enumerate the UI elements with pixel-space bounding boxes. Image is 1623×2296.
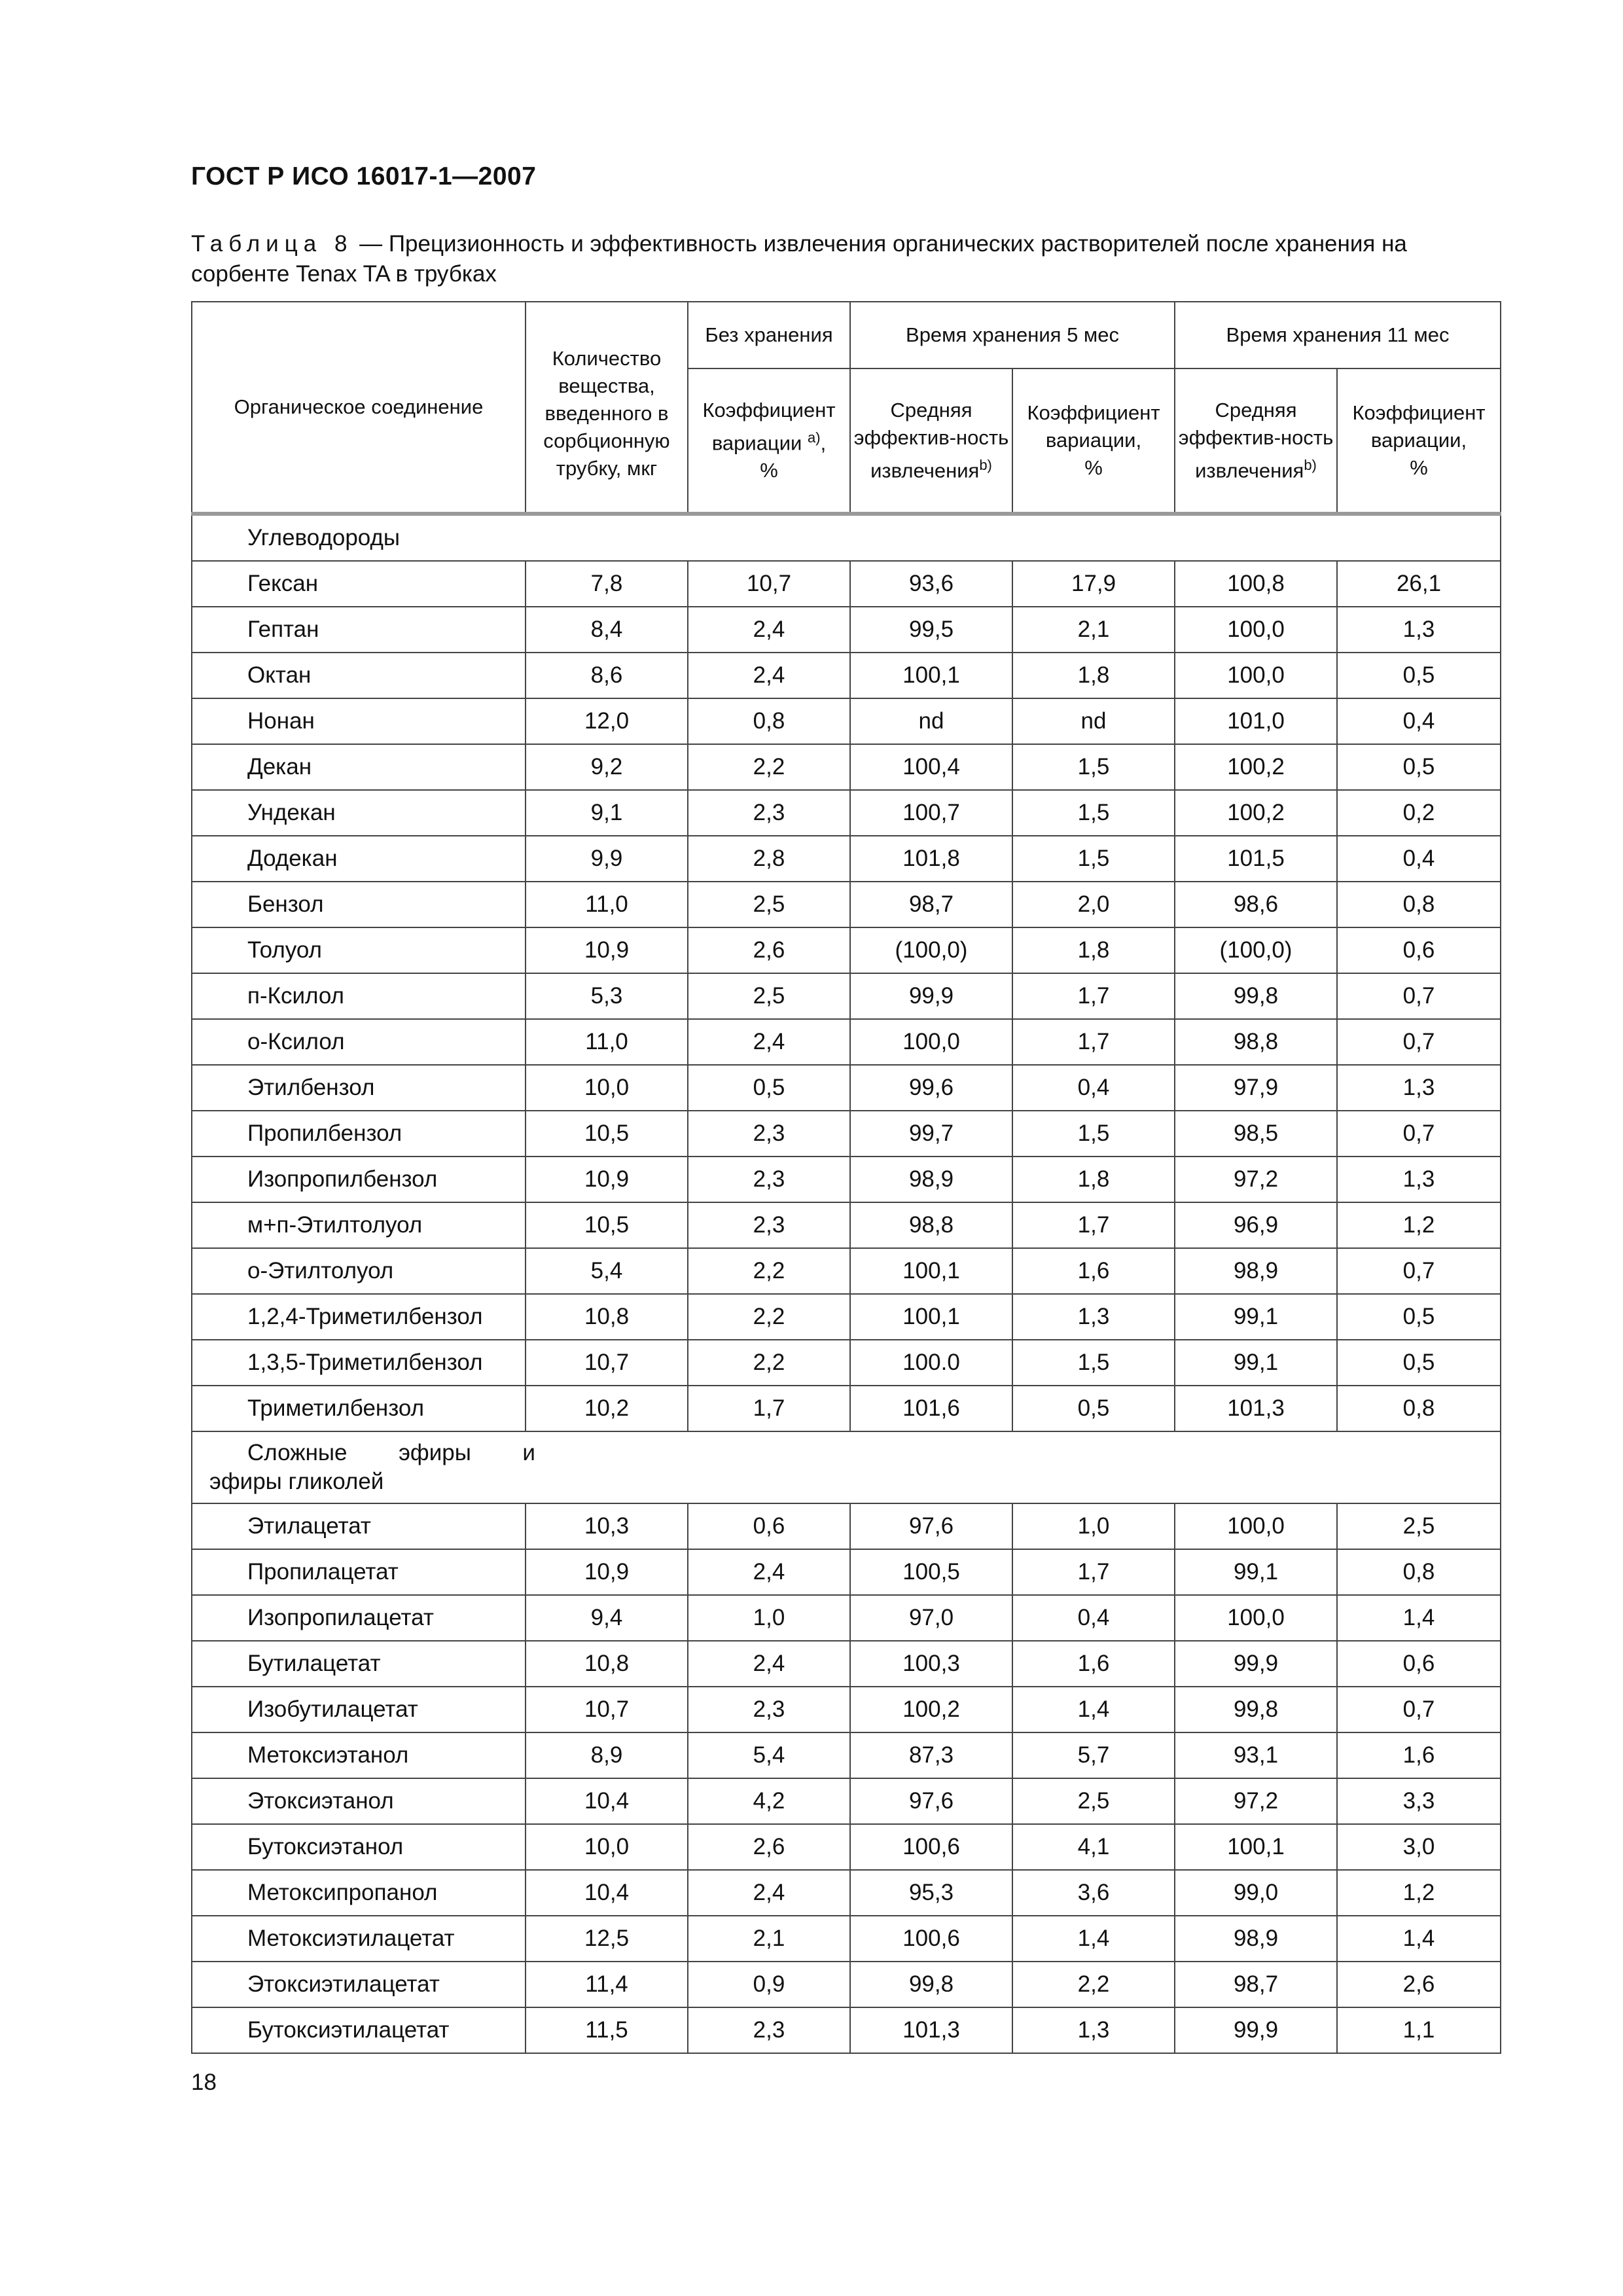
table-cell: 98,8 [1175, 1019, 1337, 1065]
group-row [192, 514, 1501, 561]
table-cell: 2,5 [688, 973, 850, 1019]
table-cell: 1,5 [1012, 1340, 1175, 1386]
table-row [192, 744, 1501, 790]
table-cell: 2,0 [1012, 882, 1175, 927]
table-cell: 2,6 [688, 927, 850, 973]
table-cell: 0,8 [1337, 1549, 1501, 1595]
table-row [192, 973, 1501, 1019]
table-cell: 1,4 [1012, 1916, 1175, 1962]
table-row [192, 653, 1501, 698]
table-row [192, 1019, 1501, 1065]
table-cell: 2,2 [1012, 1962, 1175, 2007]
compound-name: Метоксиэтанол [192, 1732, 526, 1778]
table-cell: 97,2 [1175, 1157, 1337, 1202]
table-cell: 2,3 [688, 1157, 850, 1202]
group-title-word: эфиры [399, 1440, 471, 1465]
table-cell: 100,6 [850, 1916, 1012, 1962]
header-cv-11: Коэффициент вариации, % [1337, 368, 1501, 514]
page-number: 18 [191, 2070, 217, 2095]
table-cell: 99,5 [850, 607, 1012, 653]
table-cell: 0,5 [688, 1065, 850, 1111]
table-cell: 100,2 [1175, 790, 1337, 836]
table-row [192, 1824, 1501, 1870]
table-row [192, 698, 1501, 744]
table-row [192, 1687, 1501, 1732]
table-cell: 0,5 [1337, 1340, 1501, 1386]
compound-name: Изопропилацетат [192, 1595, 526, 1641]
table-cell: 1,8 [1012, 653, 1175, 698]
compound-name: Гептан [192, 607, 526, 653]
table-cell: 100,7 [850, 790, 1012, 836]
table-caption [191, 229, 1500, 289]
table-cell: 10,5 [526, 1202, 688, 1248]
table-cell: 5,4 [526, 1248, 688, 1294]
group-title-word: и [522, 1440, 535, 1465]
table-row [192, 1248, 1501, 1294]
table-cell: 1,6 [1012, 1641, 1175, 1687]
compound-name: Толуол [192, 927, 526, 973]
header-compound: Органическое соединение [192, 302, 526, 514]
table-cell: 10,9 [526, 1157, 688, 1202]
table-cell: 1,1 [1337, 2007, 1501, 2053]
table-cell: 100,0 [1175, 1595, 1337, 1641]
table-cell: 2,1 [688, 1916, 850, 1962]
table-cell: 1,3 [1337, 1157, 1501, 1202]
table-cell: 0,6 [688, 1503, 850, 1549]
table-row [192, 1732, 1501, 1778]
compound-name: о-Ксилол [192, 1019, 526, 1065]
table-row [192, 1641, 1501, 1687]
compound-name: Декан [192, 744, 526, 790]
table-cell: 1,7 [1012, 1019, 1175, 1065]
table-row [192, 1294, 1501, 1340]
table-cell: 3,6 [1012, 1870, 1175, 1916]
table-cell: 101,0 [1175, 698, 1337, 744]
table-caption-text: — Прецизионность и эффективность извлечения органических растворителей после хранения на сорбенте Tenax TA в трубках [191, 231, 1407, 287]
table-cell: 2,3 [688, 790, 850, 836]
table-cell: 1,3 [1012, 2007, 1175, 2053]
table-cell: 5,4 [688, 1732, 850, 1778]
table-cell: 2,4 [688, 1870, 850, 1916]
table-cell: 10,7 [688, 561, 850, 607]
table-cell: 100,1 [1175, 1824, 1337, 1870]
table-cell: 12,5 [526, 1916, 688, 1962]
table-cell: 10,0 [526, 1065, 688, 1111]
table-cell: 100,3 [850, 1641, 1012, 1687]
header-amount: Количество вещества, введенного в сорбционную трубку, мкг [526, 302, 688, 514]
table-cell: 0,5 [1012, 1386, 1175, 1431]
table-cell: 100,1 [850, 653, 1012, 698]
group-title-hydrocarbons: Углеводороды [192, 514, 1501, 561]
compound-name: Изопропилбензол [192, 1157, 526, 1202]
table-cell: 1,6 [1337, 1732, 1501, 1778]
table-cell: 0,8 [1337, 882, 1501, 927]
table-cell: 99,9 [1175, 2007, 1337, 2053]
table-row [192, 1340, 1501, 1386]
compound-name: Метоксипропанол [192, 1870, 526, 1916]
table-cell: 5,3 [526, 973, 688, 1019]
table-cell: 87,3 [850, 1732, 1012, 1778]
table-cell: 100,2 [1175, 744, 1337, 790]
table-cell: nd [850, 698, 1012, 744]
table-cell: 2,8 [688, 836, 850, 882]
compound-name: Этилацетат [192, 1503, 526, 1549]
table-cell: 10,5 [526, 1111, 688, 1157]
table-cell: 0,9 [688, 1962, 850, 2007]
group-title-esters [192, 1431, 1501, 1503]
table-cell: 1,8 [1012, 927, 1175, 973]
table-cell: 2,6 [1337, 1962, 1501, 2007]
compound-name: п-Ксилол [192, 973, 526, 1019]
table-cell: 100,2 [850, 1687, 1012, 1732]
table-row [192, 561, 1501, 607]
table-cell: 1,8 [1012, 1157, 1175, 1202]
header-mean-eff-5: Средняя эффектив-ность извлечения$^{b)}$ [850, 368, 1012, 514]
table-cell: 99,9 [850, 973, 1012, 1019]
table-cell: 11,5 [526, 2007, 688, 2053]
document-header: ГОСТ Р ИСО 16017-1—2007 [191, 162, 537, 190]
table-cell: 0,4 [1012, 1595, 1175, 1641]
table-cell: 1,5 [1012, 790, 1175, 836]
table-cell: 0,8 [1337, 1386, 1501, 1431]
table-cell: 17,9 [1012, 561, 1175, 607]
table-cell: 10,9 [526, 1549, 688, 1595]
table-cell: 2,4 [688, 1641, 850, 1687]
table-row [192, 882, 1501, 927]
table-cell: 98,9 [1175, 1248, 1337, 1294]
table-row [192, 1962, 1501, 2007]
table-cell: 8,6 [526, 653, 688, 698]
table-cell: 10,7 [526, 1687, 688, 1732]
table-cell: 11,0 [526, 882, 688, 927]
table-cell: 0,7 [1337, 973, 1501, 1019]
table-cell: 1,0 [688, 1595, 850, 1641]
table-cell: 10,3 [526, 1503, 688, 1549]
table-cell: 2,3 [688, 1111, 850, 1157]
table-cell: 1,3 [1012, 1294, 1175, 1340]
table-cell: 0,2 [1337, 790, 1501, 836]
table-cell: 2,2 [688, 1248, 850, 1294]
compound-name: Бутоксиэтанол [192, 1824, 526, 1870]
table-cell: 2,5 [688, 882, 850, 927]
group-title-line2: эфиры гликолей [209, 1469, 384, 1494]
group-row [192, 1431, 1501, 1503]
table-row [192, 790, 1501, 836]
table-cell: 2,4 [688, 1549, 850, 1595]
table-cell: 2,3 [688, 1687, 850, 1732]
table-cell: 2,3 [688, 2007, 850, 2053]
table-cell: 100,8 [1175, 561, 1337, 607]
table-cell: 101,6 [850, 1386, 1012, 1431]
table-cell: 1,7 [1012, 1202, 1175, 1248]
table-cell: 100,6 [850, 1824, 1012, 1870]
table-cell: 1,3 [1337, 1065, 1501, 1111]
compound-name: Триметилбензол [192, 1386, 526, 1431]
data-table [191, 301, 1501, 2054]
compound-name: Бутоксиэтилацетат [192, 2007, 526, 2053]
table-cell: 4,2 [688, 1778, 850, 1824]
table-row [192, 1778, 1501, 1824]
table-cell: 7,8 [526, 561, 688, 607]
table-cell: 11,0 [526, 1019, 688, 1065]
table-cell: 2,6 [688, 1824, 850, 1870]
table-row [192, 1916, 1501, 1962]
table-cell: 96,9 [1175, 1202, 1337, 1248]
table-cell: 1,5 [1012, 744, 1175, 790]
table-cell: (100,0) [850, 927, 1012, 973]
table-cell: 97,6 [850, 1778, 1012, 1824]
table-row [192, 1202, 1501, 1248]
table-row [192, 836, 1501, 882]
table-cell: 2,4 [688, 653, 850, 698]
header-cv-no-storage: Коэффициент вариации $^{a)}$, % [688, 368, 850, 514]
table-cell: 98,7 [850, 882, 1012, 927]
table-row [192, 1503, 1501, 1549]
table-cell: 99,1 [1175, 1549, 1337, 1595]
compound-name: Этоксиэтилацетат [192, 1962, 526, 2007]
table-cell: 10,2 [526, 1386, 688, 1431]
table-cell: 98,6 [1175, 882, 1337, 927]
table-cell: 2,2 [688, 744, 850, 790]
table-cell: 100,0 [850, 1019, 1012, 1065]
table-cell: 98,7 [1175, 1962, 1337, 2007]
table-cell: 99,7 [850, 1111, 1012, 1157]
compound-name: Нонан [192, 698, 526, 744]
compound-name: Изобутилацетат [192, 1687, 526, 1732]
table-cell: 100,1 [850, 1248, 1012, 1294]
compound-name: Этоксиэтанол [192, 1778, 526, 1824]
table-cell: 2,4 [688, 1019, 850, 1065]
table-cell: nd [1012, 698, 1175, 744]
header-no-storage: Без хранения [688, 302, 850, 368]
table-cell: 3,3 [1337, 1778, 1501, 1824]
table-cell: 12,0 [526, 698, 688, 744]
table-row [192, 1157, 1501, 1202]
table-cell: 0,8 [688, 698, 850, 744]
table-cell: 10,9 [526, 927, 688, 973]
compound-name: Пропилацетат [192, 1549, 526, 1595]
table-cell: 9,2 [526, 744, 688, 790]
group-title-word: Сложные [247, 1440, 348, 1465]
table-cell: 100,5 [850, 1549, 1012, 1595]
table-cell: 1,4 [1337, 1916, 1501, 1962]
compound-name: 1,2,4-Триметилбензол [192, 1294, 526, 1340]
table-cell: 10,4 [526, 1778, 688, 1824]
table-cell: 1,4 [1337, 1595, 1501, 1641]
table-cell: 1,5 [1012, 1111, 1175, 1157]
table-cell: 98,9 [850, 1157, 1012, 1202]
table-row [192, 1111, 1501, 1157]
table-cell: 2,4 [688, 607, 850, 653]
table-cell: 10,7 [526, 1340, 688, 1386]
table-cell: 10,4 [526, 1870, 688, 1916]
table-cell: 101,5 [1175, 836, 1337, 882]
table-cell: 0,6 [1337, 1641, 1501, 1687]
table-row [192, 1870, 1501, 1916]
compound-name: Гексан [192, 561, 526, 607]
table-cell: 100,0 [1175, 653, 1337, 698]
table-cell: 2,3 [688, 1202, 850, 1248]
table-cell: 100,4 [850, 744, 1012, 790]
table-row [192, 1386, 1501, 1431]
table-cell: 97,2 [1175, 1778, 1337, 1824]
table-cell: 1,2 [1337, 1202, 1501, 1248]
table-cell: 99,0 [1175, 1870, 1337, 1916]
table-cell: 0,4 [1337, 698, 1501, 744]
table-cell: (100,0) [1175, 927, 1337, 973]
table-row [192, 927, 1501, 973]
table-cell: 101,8 [850, 836, 1012, 882]
table-cell: 97,6 [850, 1503, 1012, 1549]
compound-name: о-Этилтолуол [192, 1248, 526, 1294]
compound-name: м+п-Этилтолуол [192, 1202, 526, 1248]
table-cell: 0,6 [1337, 927, 1501, 973]
table-cell: 2,2 [688, 1294, 850, 1340]
table-cell: 10,8 [526, 1641, 688, 1687]
table-cell: 0,7 [1337, 1111, 1501, 1157]
table-cell: 98,5 [1175, 1111, 1337, 1157]
table-cell: 100.0 [850, 1340, 1012, 1386]
table-cell: 2,5 [1337, 1503, 1501, 1549]
table-cell: 0,5 [1337, 1294, 1501, 1340]
table-cell: 98,9 [1175, 1916, 1337, 1962]
table-cell: 98,8 [850, 1202, 1012, 1248]
compound-name: Додекан [192, 836, 526, 882]
table-cell: 99,8 [1175, 973, 1337, 1019]
header-storage-5: Время хранения 5 мес [850, 302, 1175, 368]
table-cell: 93,1 [1175, 1732, 1337, 1778]
table-cell: 1,3 [1337, 607, 1501, 653]
table-cell: 1,7 [1012, 1549, 1175, 1595]
table-cell: 99,6 [850, 1065, 1012, 1111]
compound-name: Бензол [192, 882, 526, 927]
table-cell: 97,0 [850, 1595, 1012, 1641]
table-cell: 100,1 [850, 1294, 1012, 1340]
header-cv-5: Коэффициент вариации, % [1012, 368, 1175, 514]
table-cell: 8,4 [526, 607, 688, 653]
table-cell: 8,9 [526, 1732, 688, 1778]
table-cell: 93,6 [850, 561, 1012, 607]
table-cell: 1,2 [1337, 1870, 1501, 1916]
table-cell: 10,0 [526, 1824, 688, 1870]
table-cell: 10,8 [526, 1294, 688, 1340]
table-cell: 0,5 [1337, 653, 1501, 698]
table-cell: 2,2 [688, 1340, 850, 1386]
table-cell: 0,7 [1337, 1248, 1501, 1294]
compound-name: Пропилбензол [192, 1111, 526, 1157]
header-mean-eff-11: Средняя эффектив-ность извлечения$^{b)}$ [1175, 368, 1337, 514]
table-cell: 97,9 [1175, 1065, 1337, 1111]
table-cell: 2,5 [1012, 1778, 1175, 1824]
table-cell: 2,1 [1012, 607, 1175, 653]
compound-name: Ундекан [192, 790, 526, 836]
table-cell: 0,7 [1337, 1687, 1501, 1732]
table-cell: 1,4 [1012, 1687, 1175, 1732]
table-cell: 0,7 [1337, 1019, 1501, 1065]
table-row [192, 2007, 1501, 2053]
table-cell: 3,0 [1337, 1824, 1501, 1870]
table-cell: 1,0 [1012, 1503, 1175, 1549]
table-row [192, 1595, 1501, 1641]
table-cell: 9,9 [526, 836, 688, 882]
table-cell: 26,1 [1337, 561, 1501, 607]
table-cell: 9,1 [526, 790, 688, 836]
table-cell: 1,7 [688, 1386, 850, 1431]
table-cell: 99,1 [1175, 1294, 1337, 1340]
table-cell: 1,5 [1012, 836, 1175, 882]
table-cell: 11,4 [526, 1962, 688, 2007]
table-row [192, 607, 1501, 653]
compound-name: Октан [192, 653, 526, 698]
table-cell: 4,1 [1012, 1824, 1175, 1870]
table-cell: 0,5 [1337, 744, 1501, 790]
header-storage-11: Время хранения 11 мес [1175, 302, 1501, 368]
table-cell: 99,8 [850, 1962, 1012, 2007]
table-cell: 99,1 [1175, 1340, 1337, 1386]
table-cell: 99,9 [1175, 1641, 1337, 1687]
table-row [192, 1065, 1501, 1111]
table-cell: 0,4 [1012, 1065, 1175, 1111]
compound-name: Бутилацетат [192, 1641, 526, 1687]
compound-name: 1,3,5-Триметилбензол [192, 1340, 526, 1386]
table-cell: 9,4 [526, 1595, 688, 1641]
table-cell: 99,8 [1175, 1687, 1337, 1732]
table-cell: 1,7 [1012, 973, 1175, 1019]
compound-name: Метоксиэтилацетат [192, 1916, 526, 1962]
compound-name: Этилбензол [192, 1065, 526, 1111]
table-caption-label: Таблица 8 [191, 231, 353, 257]
table-cell: 100,0 [1175, 607, 1337, 653]
table-cell: 1,6 [1012, 1248, 1175, 1294]
table-cell: 101,3 [1175, 1386, 1337, 1431]
table-row [192, 1549, 1501, 1595]
table-cell: 0,4 [1337, 836, 1501, 882]
table-cell: 100,0 [1175, 1503, 1337, 1549]
table-cell: 101,3 [850, 2007, 1012, 2053]
table-cell: 95,3 [850, 1870, 1012, 1916]
table-cell: 5,7 [1012, 1732, 1175, 1778]
